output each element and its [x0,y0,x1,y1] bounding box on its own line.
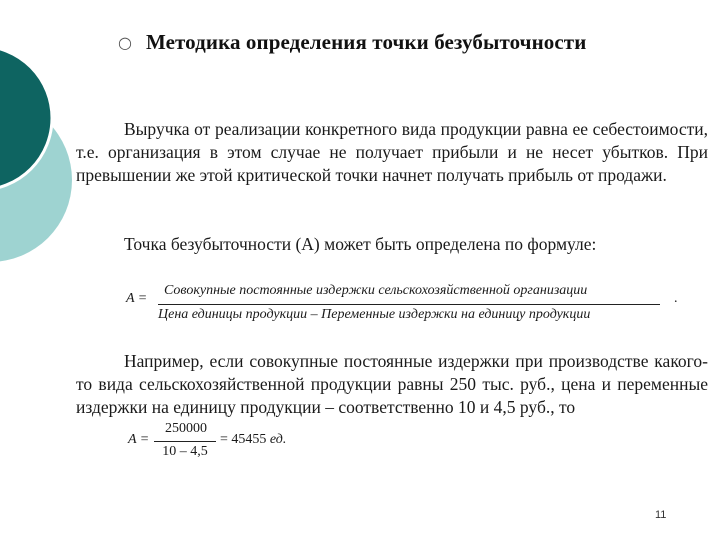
formula-denominator: Цена единицы продукции – Переменные издержки на единицу продукции [158,307,591,322]
example-result-value: = 45455 [220,432,267,447]
formula-numerator: Совокупные постоянные издержки сельскохозяйственной организации [164,283,588,298]
paragraph-formula-intro: Точка безубыточности (А) может быть определена по формуле: [124,234,597,254]
example-formula-numerator: 250000 [165,421,207,436]
example-result-unit: ед. [269,432,287,447]
slide-title: Методика определения точки безубыточности [145,30,587,54]
example-formula [128,421,428,465]
paragraph-breakeven-definition: Выручка от реализации конкретного вида продукции равна ее себестоимости, т.е. организация в этом случае не получает прибыли и не несет убытков. При превышении же этой критической точки начнет получать прибыль от продажи. [76,119,708,185]
example-formula-lhs: A = [128,432,150,447]
example-formula-denominator: 10 – 4,5 [162,444,208,459]
breakeven-formula [126,283,696,327]
formula-lhs: A = [126,291,148,306]
fraction-bar [158,304,660,305]
formula-trailing-dot: . [674,291,678,306]
example-fraction-bar [154,441,216,442]
hollow-circle-bullet-icon: ○ [118,33,132,52]
page-number: 11 [655,509,667,521]
title-row [118,30,708,55]
paragraph-example: Например, если совокупные постоянные издержки при производстве какого-то вида сельскохозяйственной продукции равны 250 тыс. руб., цена и переменные издержки на единицу продукции – соответственно 10 и 4,5 руб., то [76,351,708,417]
example-formula-result [220,432,286,448]
